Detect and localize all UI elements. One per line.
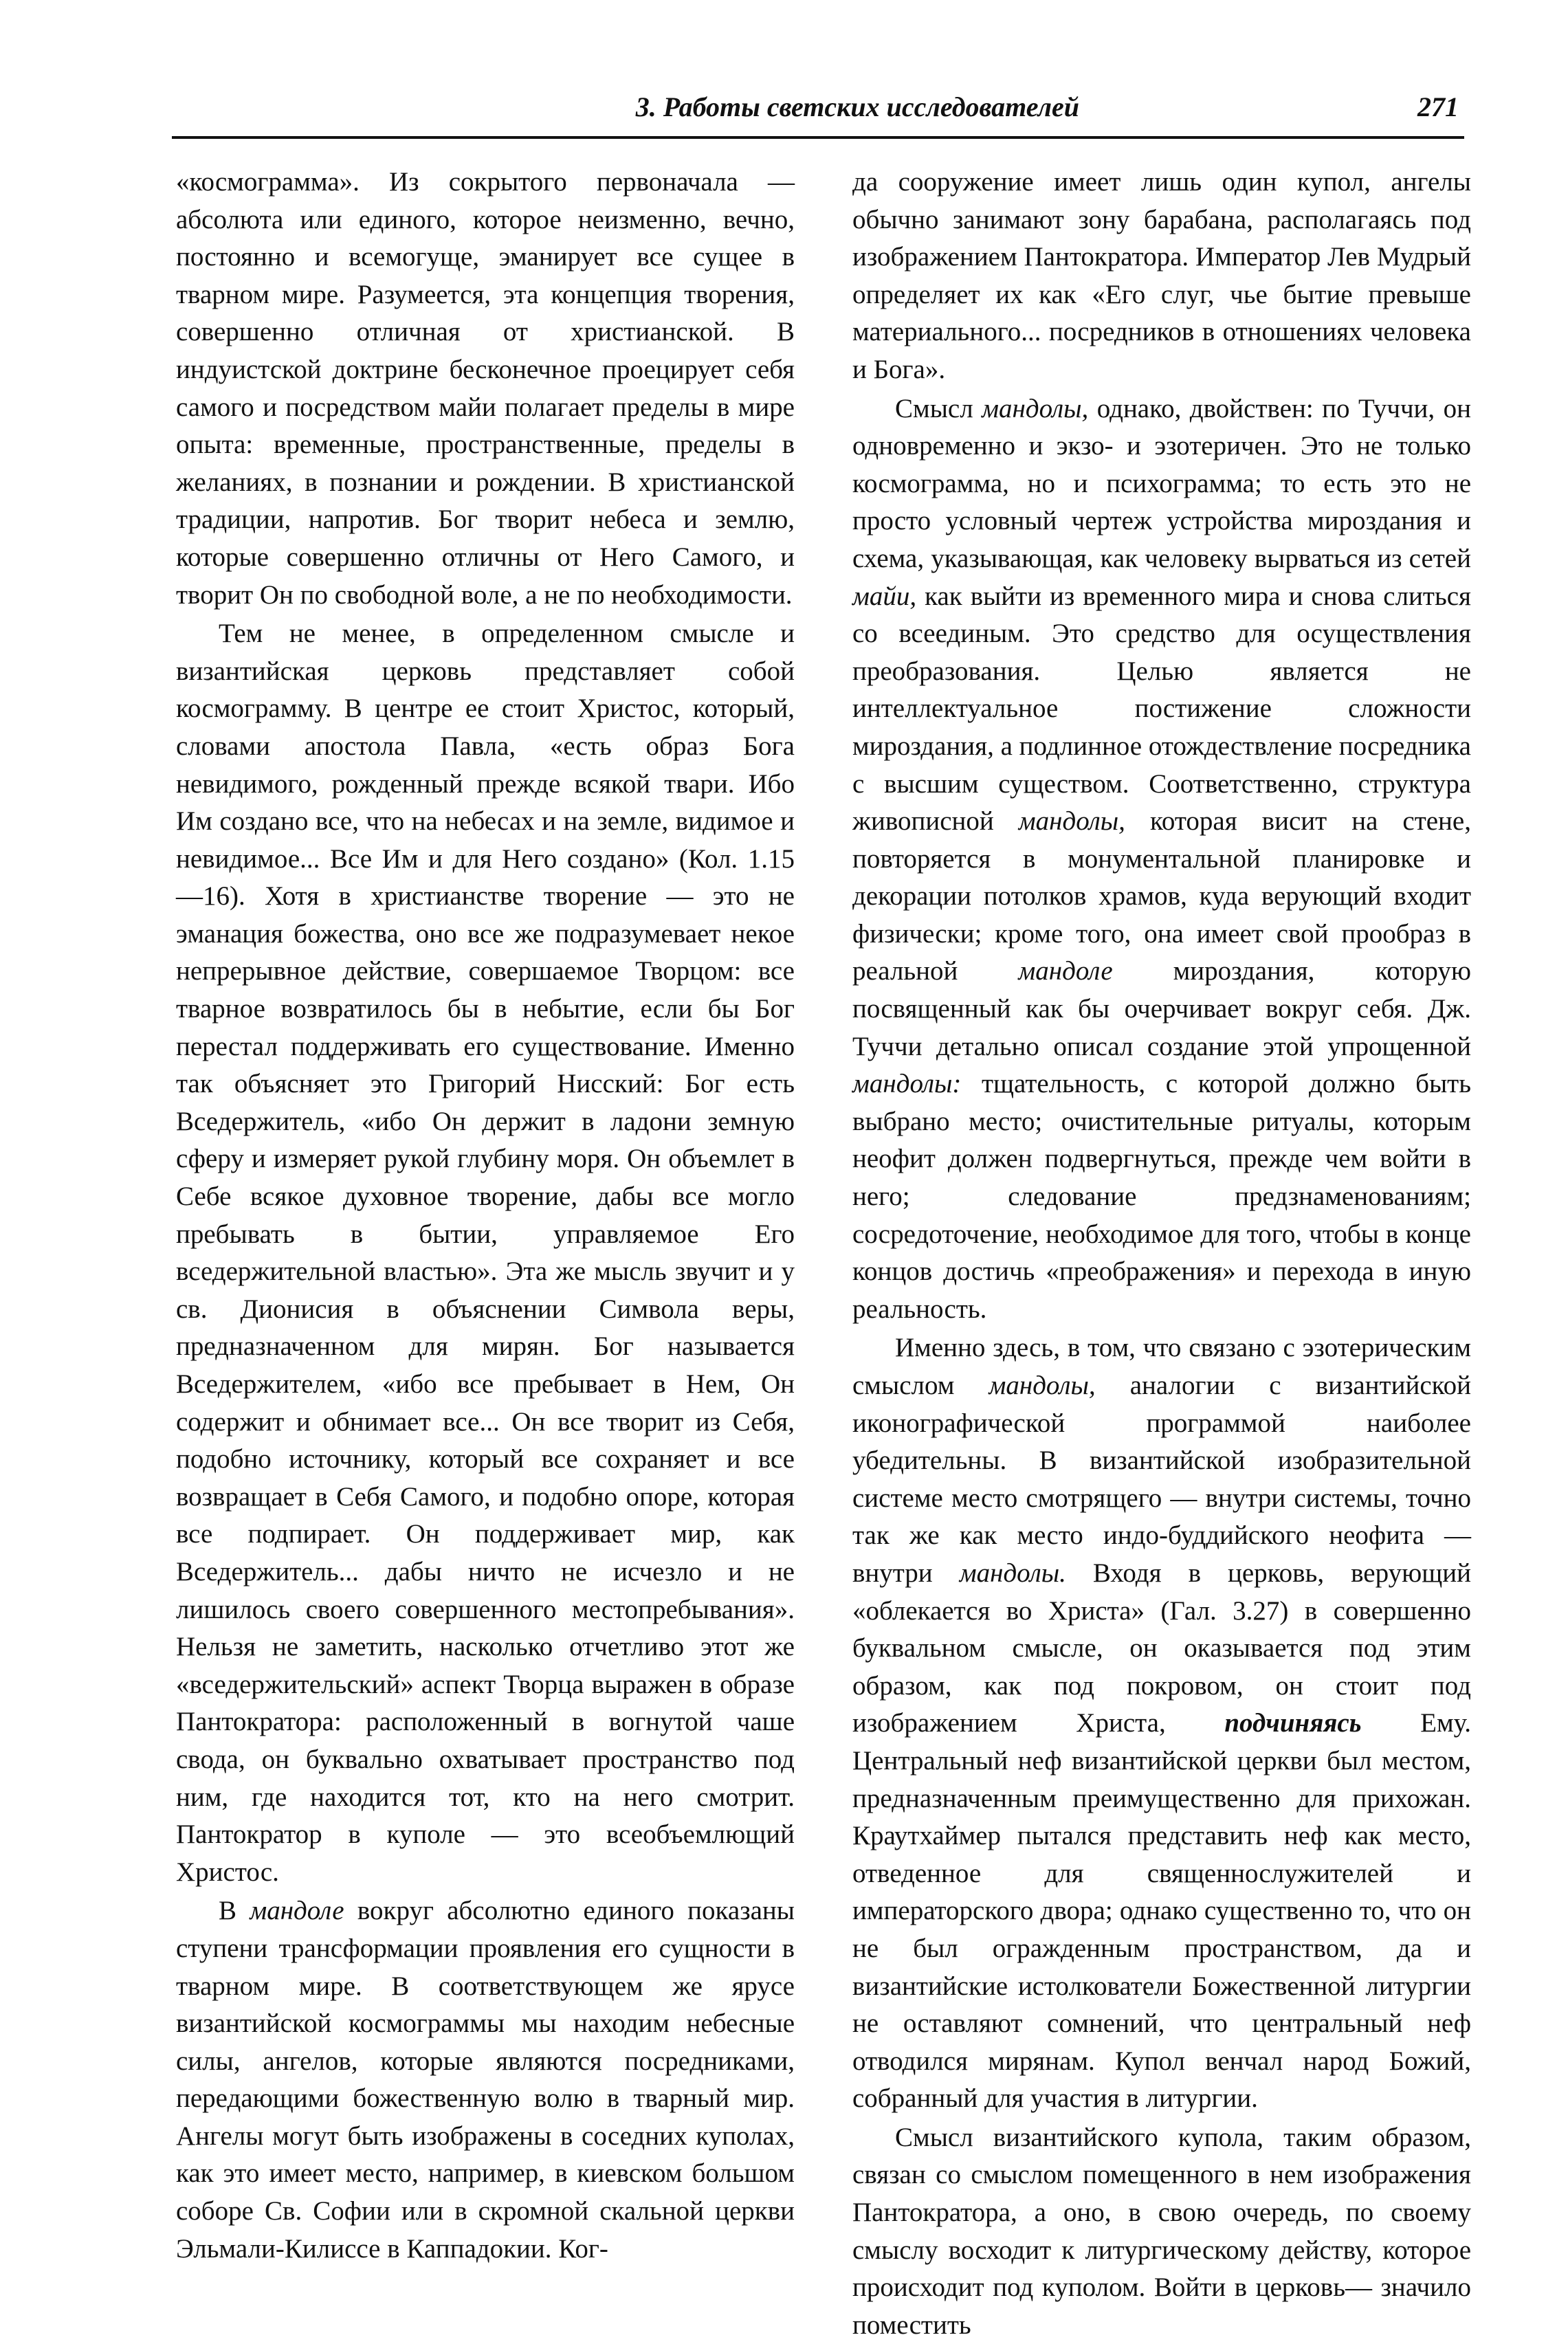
text-run: мироздания, которую посвященный как бы очерчивает вокруг себя. Дж. Туччи детально описал создание этой упрощенной	[852, 956, 1471, 1061]
emphasized-text: мандолы:	[852, 1069, 962, 1099]
text-run: Входя в церковь, верующий «облекается во Христа» (Гал. 3.27) в совершенно буквальном смысле, он оказывается под этим образом, как под покровом, он стоит под изображением Христа,	[852, 1558, 1472, 1738]
text-run: Ему. Центральный неф византийской церкви был местом, предназначенным преимущественно для прихожан. Краутхаймер пытался представить неф как место, отведенное для священнослужителей и императорского двора; однако существенно то, что он не был огражденным пространством, да и византийские истолкователи Божественной литургии не оставляют сомнений, что центральный неф отводился мирянам. Купол венчал народ Божий, собранный для участия в литургии.	[852, 1708, 1471, 2114]
text-run: да сооружение имеет лишь один купол, ангелы обычно занимают зону барабана, располагаясь под изображением Пантократора. Император Лев Мудрый определяет их как «Его слуг, чье бытие превыше материального... посредников в отношениях человека и Бога».	[852, 167, 1471, 384]
right-column	[852, 164, 1471, 2344]
emphasized-text: мандолы,	[982, 393, 1089, 423]
text-run: Тем не менее, в определенном смысле и византийская церковь представляет собой космограмму. В центре ее стоит Христос, который, словами апостола Павла, «есть образ Бога невидимого, рожденный прежде всякой твари. Ибо Им создано все, что на небесах и на земле, видимое и невидимое... Все Им и для Него создано» (Кол. 1.15—16). Хотя в христианстве творение — это не эманация божества, оно все же подразумевает некое непрерывное действие, совершаемое Творцом: все тварное возвратилось бы в небытие, если бы Бог перестал поддерживать его существование. Именно так объясняет это Григорий Нисский: Бог есть Вседержитель, «ибо Он держит в ладони земную сферу и измеряет рукой глубину моря. Он объемлет в Себе всякое духовное творение, дабы все могло пребывать в бытии, управляемое Его вседержительной властью». Эта же мысль звучит и у св. Дионисия в объяснении Символа веры, предназначенном для мирян. Бог называется Вседержителем, «ибо все пребывает в Нем, Он содержит и обнимает все... Он все творит из Себя, подобно источнику, который все сохраняет и все возвращает в Себя Самого, и подобно опоре, которая все подпирает. Он поддерживает мир, как Вседержитель... дабы ничто не исчезло и не лишилось своего совершенного местопребывания». Нельзя не заметить, насколько отчетливо этот же «вседержительский» аспект Творца выражен в образе Пантократора: расположенный в вогнутой чаше свода, он буквально охватывает пространство под ним, где находится тот, кто на него смотрит. Пантократор в куполе — это всеобъемлющий Христос.	[176, 619, 795, 1887]
text-run: Смысл	[895, 393, 982, 423]
paragraph	[176, 615, 795, 1891]
emphasized-text: мандолы.	[959, 1558, 1066, 1588]
text-run: вокруг абсолютно единого показаны ступени трансформации проявления его сущности в тварном мире. В соответствующем же ярусе византийской космограммы мы находим небесные силы, ангелов, которые являются посредниками, передающими божественную волю в тварный мир. Ангелы могут быть изображены в соседних куполах, как это имеет место, например, в киевском большом соборе Св. Софии или в скромной скальной церкви Эльмали-Килиссе в Каппадокии. Ког-	[176, 1896, 795, 2264]
running-header	[172, 88, 1464, 139]
running-title: 3. Работы светских исследователей	[635, 91, 1079, 122]
paragraph	[176, 164, 795, 614]
text-run: В	[219, 1896, 250, 1926]
emphasized-text: мандоле	[1018, 956, 1113, 986]
emphasized-text: мандоле	[250, 1896, 344, 1926]
emphasized-text: мандолы,	[989, 1371, 1096, 1400]
text-run: Именно здесь, в том, что связано с эзотерическим смыслом	[852, 1333, 1471, 1400]
emphasized-text: мандолы,	[1018, 806, 1125, 837]
text-run: однако, двойствен: по Туччи, он одновременно и экзо- и эзотеричен. Это не только космограмма, но и психограмма; то есть это не просто условный чертеж устройства мироздания и схема, указывающая, как человеку вырваться из сетей	[852, 393, 1471, 573]
emphasized-text: подчиняясь	[1224, 1708, 1362, 1738]
text-run: «космограмма». Из сокрытого первоначала — абсолюта или единого, которое неизменно, вечно, постоянно и всемогуще, эманирует все сущее в тварном мире. Разумеется, эта концепция творения, совершенно отличная от христианской. В индуистской доктрине бесконечное проецирует себя самого и посредством майи полагает пределы в мире опыта: временные, пространственные, пределы в желаниях, в познании и рождении. В христианской традиции, напротив. Бог творит небеса и землю, которые совершенно отличны от Него Самого, и творит Он по свободной воле, а не по необходимости.	[176, 167, 795, 610]
text-run: Смысл византийского купола, таким образом, связан со смыслом помещенного в нем изображения Пантократора, а оно, в свою очередь, по своему смыслу восходит к литургическому действу, которое происходит под куполом. Войти в церковь— значило поместить	[852, 2122, 1471, 2340]
emphasized-text: майи,	[852, 581, 917, 611]
text-run: которая висит на стене, повторяется в монументальной планировке и декорации потолков храмов, куда верующий входит физически; кроме того, она имеет свой прообраз в реальной	[852, 806, 1471, 986]
paragraph	[852, 164, 1471, 389]
text-run: тщательность, с которой должно быть выбрано место; очистительные ритуалы, которым неофит должен подвергнуться, прежде чем войти в него; следование предзнаменованиям; сосредоточение, необходимое для того, чтобы в конце концов достичь «преображения» и перехода в иную реальность.	[852, 1069, 1471, 1324]
text-run: аналогии с византийской иконографической программой наиболее убедительны. В византийской изобразительной системе место смотрящего — внутри системы, точно так же как место индо-буддийского неофита — внутри	[852, 1371, 1471, 1588]
paragraph	[852, 390, 1471, 1329]
paragraph	[852, 2119, 1471, 2344]
paragraph	[852, 1329, 1471, 2117]
left-column	[176, 164, 795, 2268]
paragraph	[176, 1892, 795, 2268]
page-number: 271	[1417, 91, 1459, 122]
text-run: как выйти из временного мира и снова слиться со всеединым. Это средство для осуществления преобразования. Целью является не интеллектуальное постижение сложности мироздания, а подлинное отождествление посредника с высшим существом. Соответственно, структура живописной	[852, 581, 1471, 837]
